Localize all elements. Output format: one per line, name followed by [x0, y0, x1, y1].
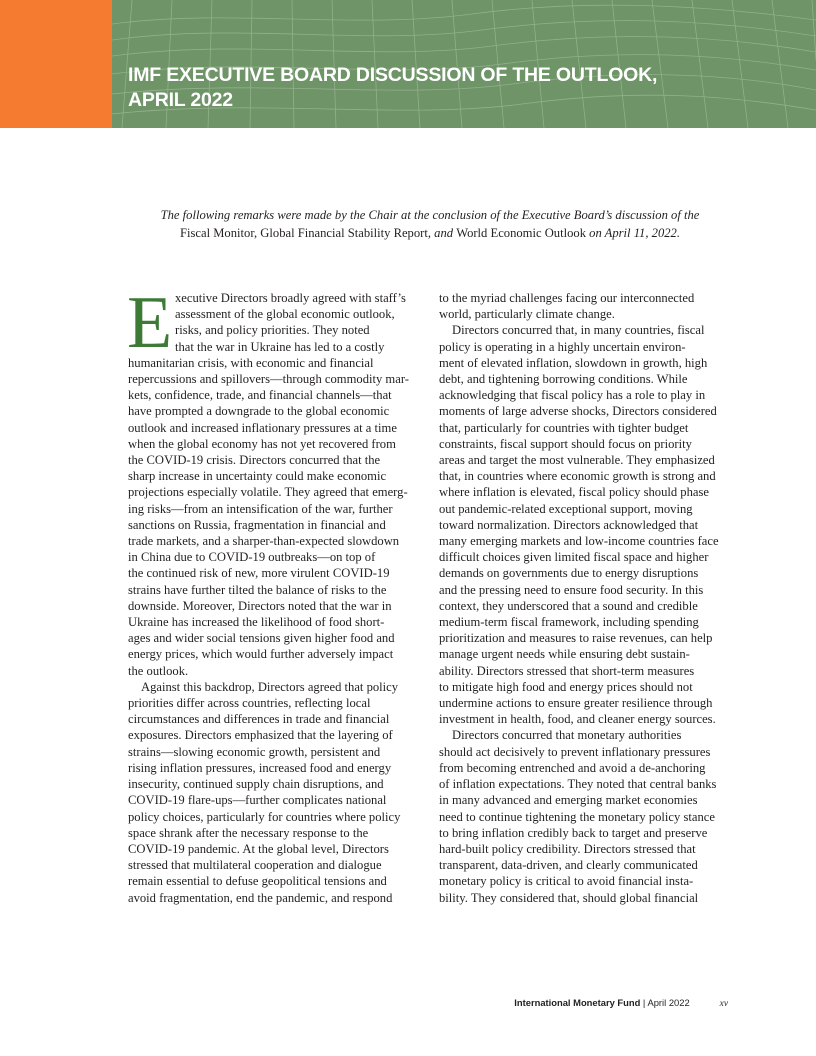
text-line: toward normalization. Directors acknowledged that: [439, 517, 699, 532]
text-line: COVID-19 pandemic. At the global level, Directors: [128, 841, 389, 856]
text-line: to mitigate high food and energy prices should not: [439, 679, 693, 694]
page-title: [128, 63, 657, 113]
intro-line-2: [150, 224, 710, 242]
text-line: transparent, data-driven, and clearly communicated: [439, 858, 698, 873]
intro-date: on April 11, 2022.: [586, 226, 680, 240]
text-line: risks, and policy priorities. They noted: [175, 323, 370, 338]
text-line: sharp increase in uncertainty could make economic: [128, 469, 387, 484]
text-line: the outlook.: [128, 663, 189, 678]
text-line: manage urgent needs while ensuring debt sustain-: [439, 647, 690, 662]
text-line: of inflation expectations. They noted that central banks: [439, 777, 717, 792]
text-line: many emerging markets and low-income countries face: [439, 534, 719, 549]
text-line: demands on governments due to energy disruptions: [439, 566, 699, 581]
text-line: avoid fragmentation, end the pandemic, and respond: [128, 890, 393, 905]
title-line-1: IMF EXECUTIVE BOARD DISCUSSION OF THE OUTLOOK,: [128, 64, 658, 86]
text-line: moments of large adverse shocks, Directors considered: [439, 404, 717, 419]
text-line: trade markets, and a sharper-than-expected slowdown: [128, 534, 400, 549]
title-line-2: APRIL 2022: [128, 89, 233, 111]
orange-accent-block: [0, 0, 112, 128]
body-column-left: [127, 282, 418, 906]
text-line: energy prices, which would further adversely impact: [128, 647, 394, 662]
text-line: out pandemic-related exceptional support, moving: [439, 501, 693, 516]
intro-line-1-text: The following remarks were made by the Chair at the conclusion of the Executive Board’s discussion of the: [160, 208, 700, 222]
text-line: context, they underscored that a sound and credible: [439, 598, 698, 613]
text-line: areas and target the most vulnerable. They emphasized: [439, 453, 715, 468]
text-line: from becoming entrenched and avoid a de-anchoring: [439, 760, 706, 775]
text-line: assessment of the global economic outlook,: [175, 307, 395, 322]
text-line: ages and wider social tensions given higher food and: [128, 631, 395, 646]
text-line: world, particularly climate change.: [439, 307, 615, 322]
text-line: projections especially volatile. They agreed that emerg-: [128, 485, 408, 500]
text-line: ability. Directors stressed that short-term measures: [439, 663, 695, 678]
text-line: repercussions and spillovers—through commodity mar-: [128, 372, 409, 387]
text-line: to bring inflation credibly back to target and preserve: [439, 825, 708, 840]
text-line: downside. Moreover, Directors noted that the war in: [128, 598, 392, 613]
text-line: where inflation is elevated, fiscal policy should phase: [439, 485, 709, 500]
text-line: ment of elevated inflation, slowdown in growth, high: [439, 355, 708, 370]
text-line: to the myriad challenges facing our interconnected: [439, 291, 695, 305]
text-line: investment in health, food, and cleaner energy sources.: [439, 712, 716, 727]
text-line: insecurity, continued supply chain disruptions, and: [128, 777, 384, 792]
text-line: the continued risk of new, more virulent COVID-19: [128, 566, 390, 581]
text-line: and the pressing need to ensure food security. In this: [439, 582, 704, 597]
text-line: space shrank after the necessary response to the: [128, 825, 369, 840]
text-line: undermine actions to ensure greater resilience through: [439, 696, 713, 711]
footer-org: International Monetary Fund: [514, 997, 641, 1008]
text-line: Ukraine has increased the likelihood of food short-: [128, 615, 385, 630]
text-line: strains have further tilted the balance of risks to the: [128, 582, 387, 597]
text-line: policy choices, particularly for countries where policy: [128, 809, 401, 824]
text-line: medium-term fiscal framework, including spending: [439, 615, 699, 630]
text-line: in China due to COVID-19 outbreaks—on top of: [128, 550, 376, 565]
text-line: prioritization and measures to raise revenues, can help: [439, 631, 713, 646]
page-footer: [514, 997, 728, 1009]
text-line: bility. They considered that, should global financial: [439, 890, 699, 905]
text-line: priorities differ across countries, reflecting local: [128, 696, 371, 711]
text-line: that, in countries where economic growth is strong and: [439, 469, 716, 484]
text-line: have prompted a downgrade to the global economic: [128, 404, 390, 419]
text-line: policy is operating in a highly uncertain environ-: [439, 339, 686, 354]
text-line: COVID-19 flare-ups—further complicates national: [128, 793, 387, 808]
intro-and: and: [431, 226, 457, 240]
text-line: humanitarian crisis, with economic and financial: [128, 355, 374, 370]
text-line: the COVID-19 crisis. Directors concurred that the: [128, 453, 381, 468]
text-line: stressed that multilateral cooperation and dialogue: [128, 858, 382, 873]
text-line: should act decisively to prevent inflationary pressures: [439, 744, 711, 759]
text-line: hard-built policy credibility. Directors stressed that: [439, 841, 696, 856]
intro-line-1: [150, 206, 710, 224]
text-line: Directors concurred that monetary authorities: [452, 728, 682, 743]
text-line: in many advanced and emerging market economies: [439, 793, 698, 808]
text-line: constraints, fiscal support should focus on priority: [439, 436, 692, 451]
drop-cap: E: [127, 282, 173, 364]
text-line: debt, and tightening borrowing conditions. While: [439, 372, 688, 387]
intro-publications: Fiscal Monitor, Global Financial Stability Report,: [180, 226, 431, 240]
text-line: need to continue tightening the monetary policy stance: [439, 809, 715, 824]
text-line: Directors concurred that, in many countries, fiscal: [452, 323, 705, 338]
intro-weo: World Economic Outlook: [456, 226, 586, 240]
text-line: monetary policy is critical to avoid financial insta-: [439, 874, 694, 889]
text-line: difficult choices given limited fiscal space and higher: [439, 550, 709, 565]
text-line: outlook and increased inflationary pressures at a time: [128, 420, 397, 435]
text-line: Against this backdrop, Directors agreed that policy: [141, 679, 399, 694]
text-line: when the global economy has not yet recovered from: [128, 436, 396, 451]
text-line: exposures. Directors emphasized that the layering of: [128, 728, 393, 743]
text-line: strains—slowing economic growth, persistent and: [128, 744, 381, 759]
text-line: remain essential to defuse geopolitical tensions and: [128, 874, 387, 889]
text-line: rising inflation pressures, increased food and energy: [128, 760, 392, 775]
text-line: ing risks—from an intensification of the war, further: [128, 501, 393, 516]
text-line: xecutive Directors broadly agreed with staff’s: [175, 291, 406, 305]
footer-date: | April 2022: [640, 997, 690, 1008]
text-line: that the war in Ukraine has led to a costly: [175, 339, 385, 354]
intro-note: [150, 206, 710, 242]
page-number: xv: [719, 999, 728, 1009]
text-line: kets, confidence, trade, and financial channels—that: [128, 388, 392, 403]
text-line: acknowledging that fiscal policy has a role to play in: [439, 388, 706, 403]
text-line: circumstances and differences in trade and financial: [128, 712, 390, 727]
text-line: sanctions on Russia, fragmentation in financial and: [128, 517, 386, 532]
text-line: that, particularly for countries with tighter budget: [439, 420, 689, 435]
body-column-right: [439, 290, 729, 906]
